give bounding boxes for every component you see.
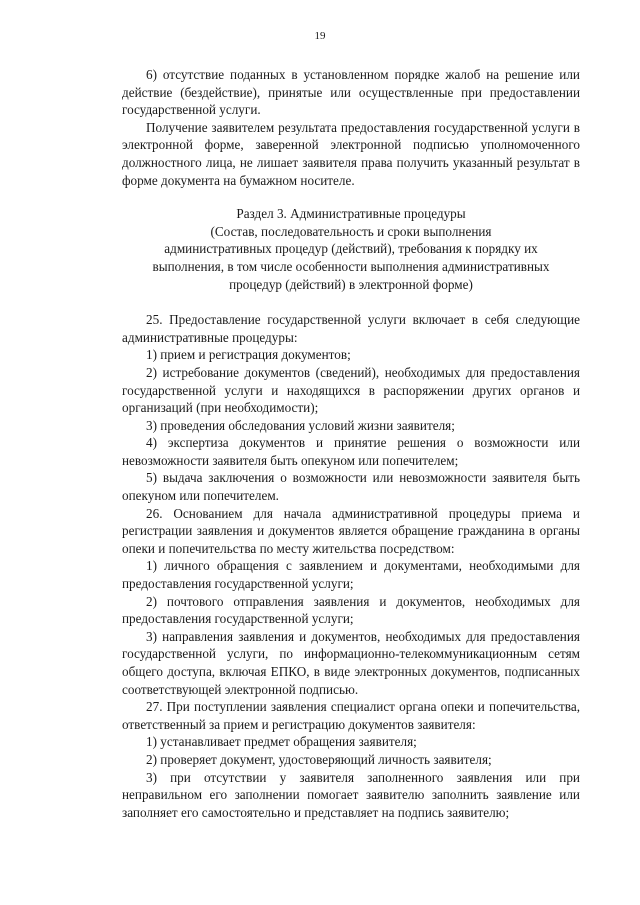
list-item: 3) направления заявления и документов, необходимых для предоставления государственной услуги, по информационно-телекоммуникационным сетям общего доступа, включая ЕПКО, в виде электронных документов, подписанных соответствующей электронной подписью. <box>122 628 580 697</box>
paragraph: Получение заявителем результата предоставления государственной услуги в электронной форме, заверенной электронной подписью уполномоченного должностного лица, не лишает заявителя права получить указанный результат в форме документа на бумажном носителе. <box>122 119 580 188</box>
list-item: 3) при отсутствии у заявителя заполненного заявления или при неправильном его заполнении помогает заявителю заполнить заявление или заполняет его самостоятельно и представляет на подпись заявителю; <box>122 769 580 820</box>
list-item: 2) истребование документов (сведений), необходимых для предоставления государственной услуги и находящихся в распоряжении других органов и организаций (при необходимости); <box>122 364 580 416</box>
section-subtitle-line: процедур (действий) в электронной форме) <box>229 276 473 292</box>
list-item: 5) выдача заключения о возможности или невозможности заявителя быть опекуном или попечителем. <box>122 470 580 504</box>
list-item: 1) личного обращения с заявлением и документами, необходимыми для предоставления государственной услуги; <box>122 558 580 592</box>
section-subtitle-line: административных процедур (действий), требования к порядку их <box>164 241 538 257</box>
paragraph: 6) отсутствие поданных в установленном порядке жалоб на решение или действие (бездействие), принятые или осуществленные при предоставлении государственной услуги. <box>122 67 580 118</box>
paragraph: 25. Предоставление государственной услуги включает в себя следующие административные процедуры: <box>122 312 580 345</box>
page-number: 19 <box>314 30 326 42</box>
section-subtitle-line: выполнения, в том числе особенности выполнения административных <box>152 258 550 274</box>
paragraph: 26. Основанием для начала административной процедуры приема и регистрации заявления и документов является обращение гражданина в органы опеки и попечительства по месту жительства посредством: <box>122 505 580 556</box>
list-item: 2) проверяет документ, удостоверяющий личность заявителя; <box>146 751 492 767</box>
list-item: 4) экспертиза документов и принятие решения о возможности или невозможности заявителя быть опекуном или попечителем; <box>122 435 580 468</box>
list-item: 2) почтового отправления заявления и документов, необходимых для предоставления государственной услуги; <box>122 593 580 627</box>
section-subtitle-line: (Состав, последовательность и сроки выполнения <box>210 223 492 239</box>
list-item: 1) устанавливает предмет обращения заявителя; <box>146 734 417 750</box>
section-heading <box>122 205 580 293</box>
document-body <box>122 66 580 821</box>
paragraph: 27. При поступлении заявления специалист органа опеки и попечительства, ответственный за прием и регистрацию документов заявителя: <box>122 699 580 732</box>
list-item: 1) прием и регистрация документов; <box>146 347 351 363</box>
section-title: Раздел 3. Административные процедуры <box>236 206 466 222</box>
list-item: 3) проведения обследования условий жизни заявителя; <box>146 417 455 433</box>
